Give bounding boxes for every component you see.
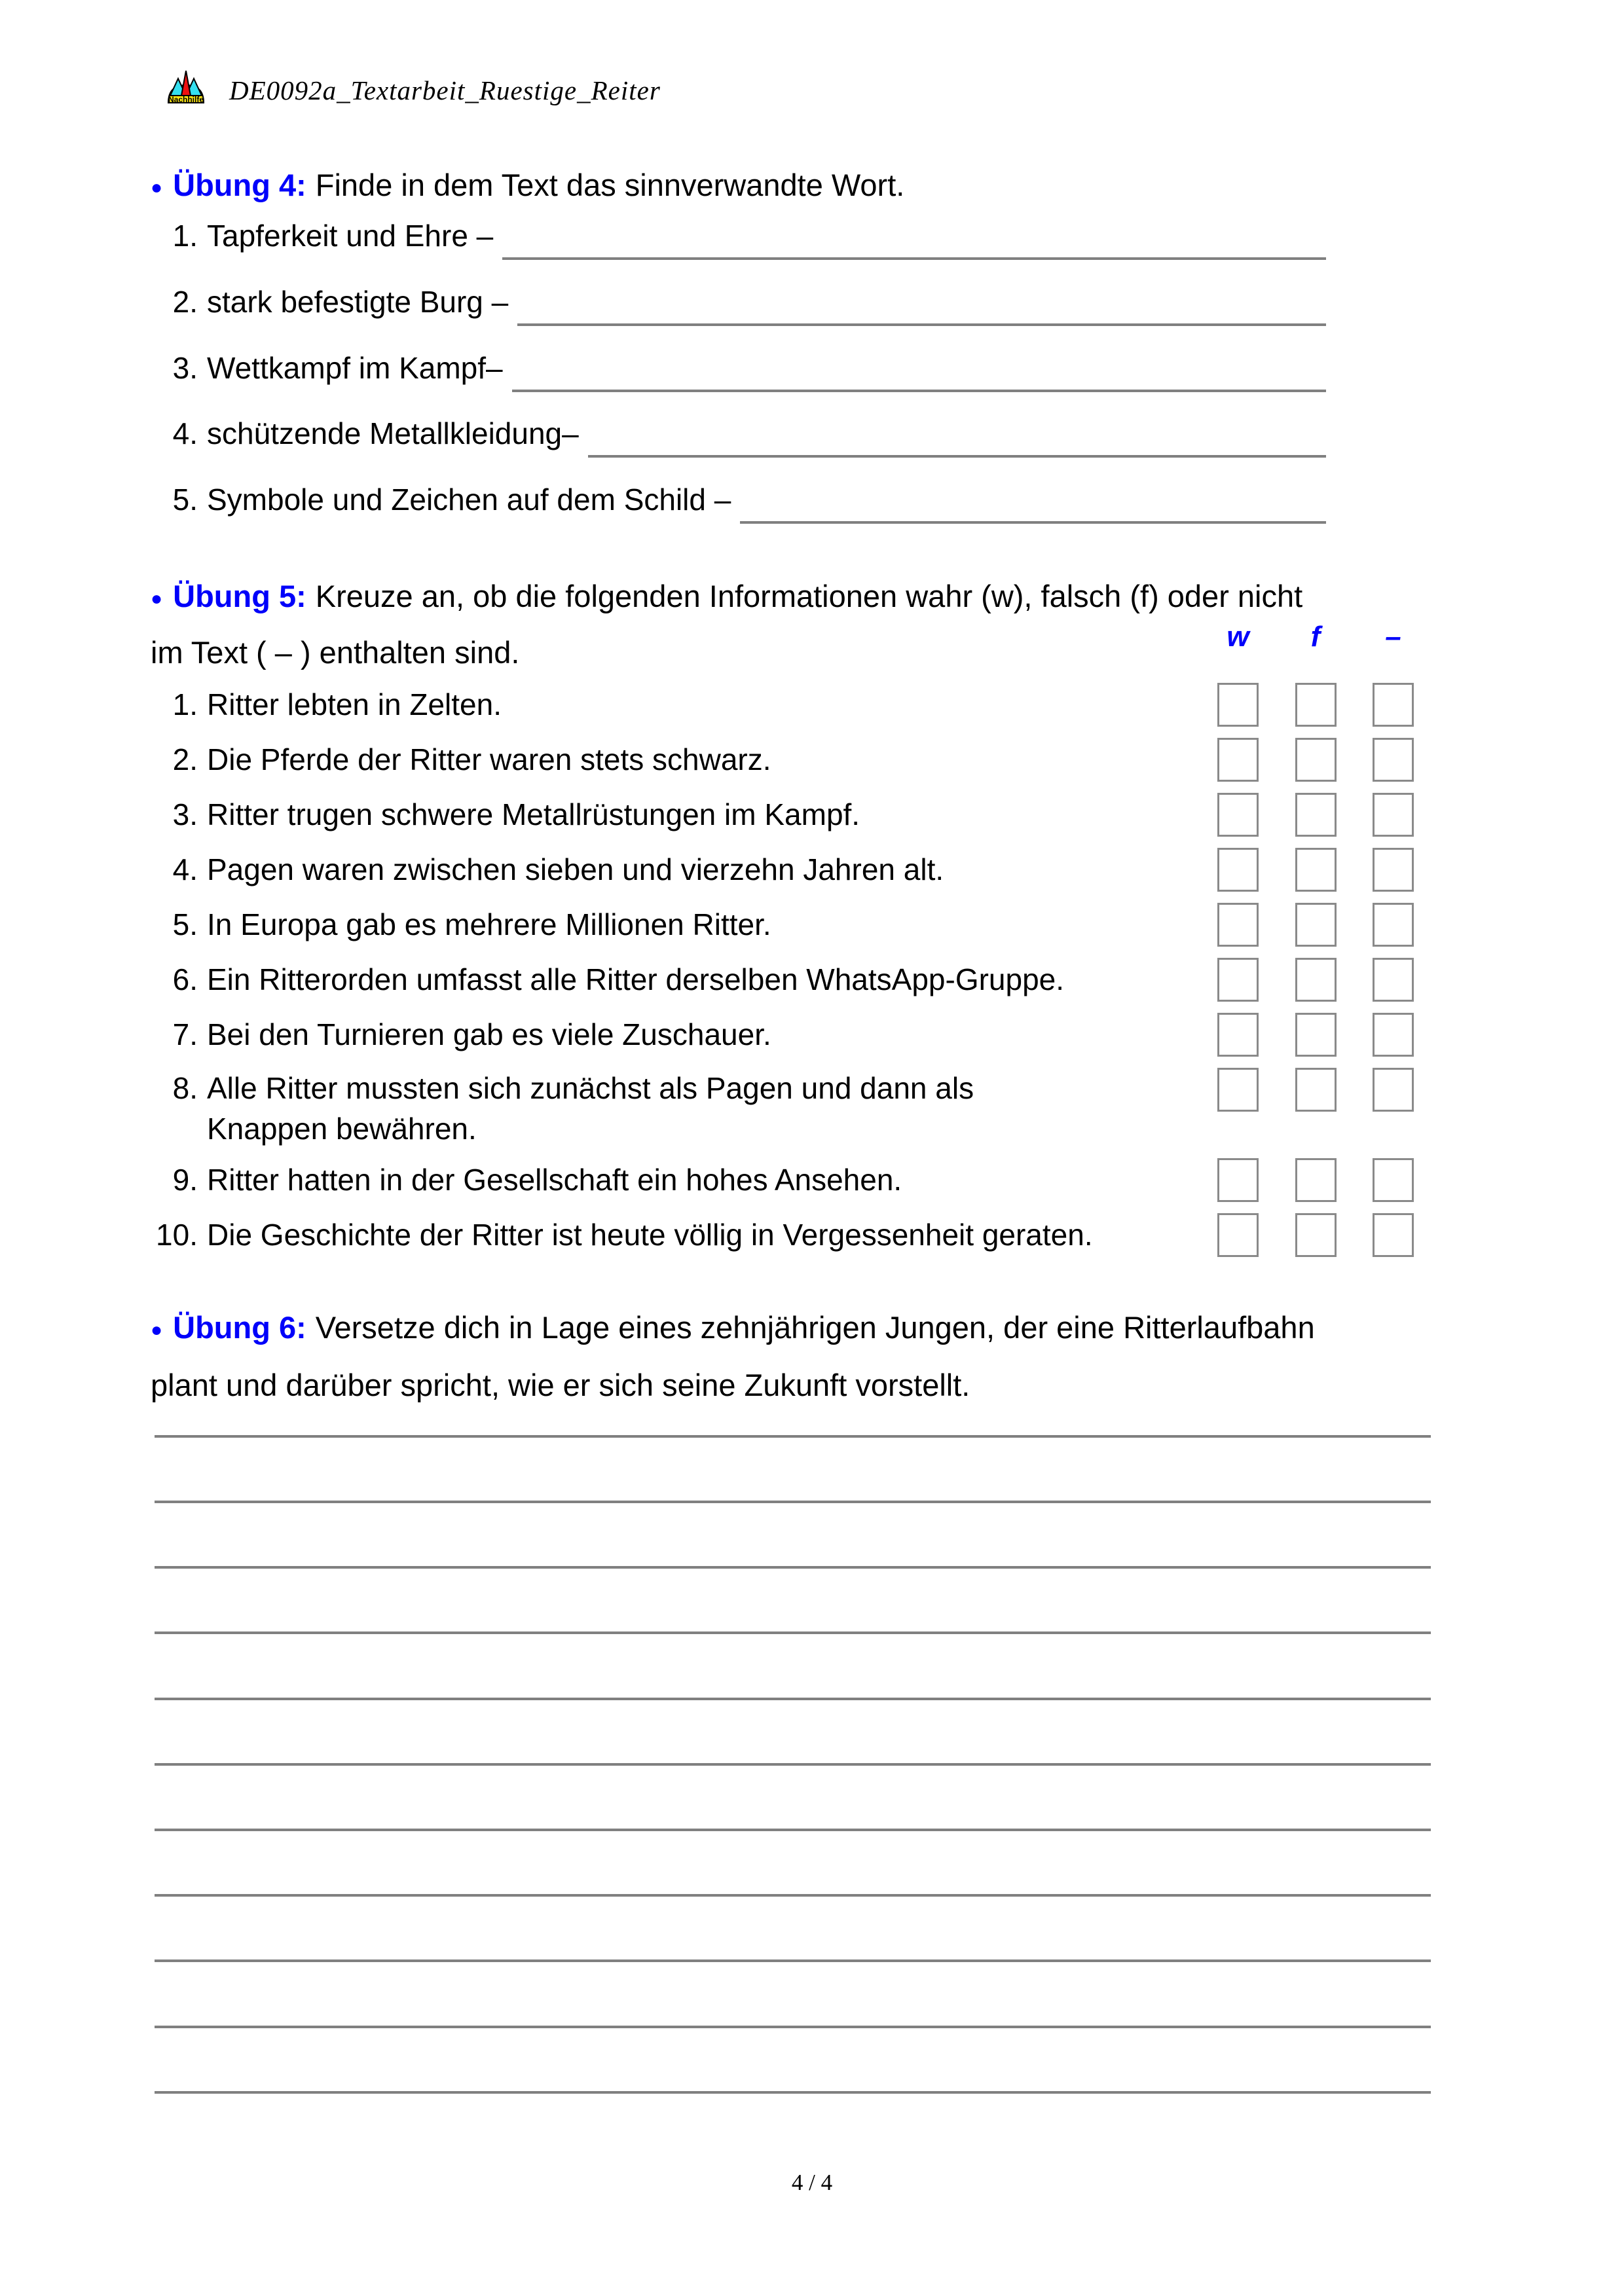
checkbox-row xyxy=(1217,958,1414,1002)
statement-row xyxy=(151,1213,1198,1257)
statement-text: Ein Ritterorden umfasst alle Ritter derselben WhatsApp-Gruppe. xyxy=(207,962,1065,996)
checkbox-dash[interactable] xyxy=(1373,1013,1414,1057)
writing-line[interactable] xyxy=(155,1959,1431,1962)
statement-row xyxy=(151,1158,1198,1202)
checkbox-row xyxy=(1217,683,1414,727)
item-number: 5. xyxy=(172,483,198,517)
writing-line[interactable] xyxy=(155,2091,1431,2094)
checkbox-w[interactable] xyxy=(1217,1013,1259,1057)
statement-number: 3. xyxy=(172,797,198,831)
checkbox-dash[interactable] xyxy=(1373,793,1414,837)
writing-line[interactable] xyxy=(155,1501,1431,1503)
statement-text: Pagen waren zwischen sieben und vierzehn Jahren alt. xyxy=(207,852,944,886)
exercise4-label: Übung 4: xyxy=(173,168,306,202)
exercise5-instruction-line1: Kreuze an, ob die folgenden Informationen wahr (w), falsch (f) oder nicht xyxy=(315,579,1303,613)
writing-line[interactable] xyxy=(155,1763,1431,1766)
statement-row xyxy=(151,738,1198,782)
item-label: Tapferkeit und Ehre – xyxy=(207,219,494,253)
checkbox-dash[interactable] xyxy=(1373,1068,1414,1112)
item-label: schützende Metallkleidung– xyxy=(207,416,579,450)
item-label: stark befestigte Burg – xyxy=(207,285,509,319)
checkbox-w[interactable] xyxy=(1217,1213,1259,1257)
exercise6-heading xyxy=(151,1299,1473,1414)
statement-number: 1. xyxy=(172,687,198,721)
checkbox-w[interactable] xyxy=(1217,683,1259,727)
checkbox-dash[interactable] xyxy=(1373,903,1414,947)
answer-blank[interactable] xyxy=(517,289,1326,326)
checkbox-column-headers xyxy=(1217,621,1414,653)
fill-item-1 xyxy=(151,219,1326,260)
checkbox-w[interactable] xyxy=(1217,1068,1259,1112)
checkbox-row xyxy=(1217,1158,1414,1202)
bullet-icon: ● xyxy=(151,1319,163,1341)
checkbox-f[interactable] xyxy=(1295,958,1337,1002)
statement-text: Ritter hatten in der Gesellschaft ein hohes Ansehen. xyxy=(207,1163,902,1197)
statement-text: Die Geschichte der Ritter ist heute völlig in Vergessenheit geraten. xyxy=(207,1218,1093,1252)
exercise6-instruction-line1: Versetze dich in Lage eines zehnjährigen Jungen, der eine Ritterlaufbahn xyxy=(315,1310,1315,1345)
statement-text: Ritter lebten in Zelten. xyxy=(207,687,502,721)
column-header-w: w xyxy=(1227,621,1249,653)
checkbox-row xyxy=(1217,903,1414,947)
checkbox-dash[interactable] xyxy=(1373,848,1414,892)
checkbox-w[interactable] xyxy=(1217,1158,1259,1202)
fill-item-3 xyxy=(151,351,1326,392)
item-number: 2. xyxy=(172,285,198,319)
page-number: 4 / 4 xyxy=(791,2170,833,2195)
column-header-f: f xyxy=(1310,621,1321,653)
checkbox-row xyxy=(1217,1213,1414,1257)
writing-line[interactable] xyxy=(155,1698,1431,1700)
checkbox-f[interactable] xyxy=(1295,1013,1337,1057)
statement-row xyxy=(151,958,1198,1002)
checkbox-row xyxy=(1217,1068,1414,1112)
checkbox-f[interactable] xyxy=(1295,1068,1337,1112)
checkbox-f[interactable] xyxy=(1295,793,1337,837)
checkbox-w[interactable] xyxy=(1217,958,1259,1002)
checkbox-dash[interactable] xyxy=(1373,738,1414,782)
fill-item-5 xyxy=(151,483,1326,524)
checkbox-f[interactable] xyxy=(1295,683,1337,727)
statement-row xyxy=(151,1013,1198,1057)
fill-item-4 xyxy=(151,416,1326,458)
checkbox-f[interactable] xyxy=(1295,738,1337,782)
checkbox-dash[interactable] xyxy=(1373,683,1414,727)
checkbox-row xyxy=(1217,793,1414,837)
checkbox-dash[interactable] xyxy=(1373,958,1414,1002)
checkbox-w[interactable] xyxy=(1217,903,1259,947)
checkbox-f[interactable] xyxy=(1295,848,1337,892)
exercise6-instruction-line2: plant und darüber spricht, wie er sich seine Zukunft vorstellt. xyxy=(151,1368,970,1402)
exercise4-instruction: Finde in dem Text das sinnverwandte Wort. xyxy=(315,168,905,202)
exercise5-label: Übung 5: xyxy=(173,579,306,613)
statement-number: 4. xyxy=(172,852,198,886)
statement-row xyxy=(151,848,1198,892)
statement-text: Alle Ritter mussten sich zunächst als Pagen und dann als Knappen bewähren. xyxy=(207,1071,974,1146)
fill-item-2 xyxy=(151,285,1326,326)
statement-number: 9. xyxy=(172,1163,198,1197)
logo-text: Nachhilfe xyxy=(168,95,204,104)
nachhilfe-logo-icon xyxy=(166,69,206,107)
statement-number: 8. xyxy=(172,1071,198,1105)
checkbox-row xyxy=(1217,1013,1414,1057)
statement-text: In Europa gab es mehrere Millionen Ritter. xyxy=(207,907,771,941)
exercise4-heading xyxy=(151,157,1473,213)
statement-row xyxy=(151,683,1198,727)
checkbox-w[interactable] xyxy=(1217,793,1259,837)
statement-row xyxy=(151,1068,1198,1149)
statement-text: Bei den Turnieren gab es viele Zuschauer. xyxy=(207,1017,771,1051)
statement-text: Ritter trugen schwere Metallrüstungen im Kampf. xyxy=(207,797,860,831)
writing-line[interactable] xyxy=(155,1435,1431,1438)
writing-line[interactable] xyxy=(155,1829,1431,1831)
checkbox-f[interactable] xyxy=(1295,1158,1337,1202)
checkbox-dash[interactable] xyxy=(1373,1213,1414,1257)
item-label: Symbole und Zeichen auf dem Schild – xyxy=(207,483,731,517)
checkbox-f[interactable] xyxy=(1295,1213,1337,1257)
statement-text: Die Pferde der Ritter waren stets schwarz. xyxy=(207,742,771,776)
statement-row xyxy=(151,903,1198,947)
checkbox-w[interactable] xyxy=(1217,848,1259,892)
checkbox-w[interactable] xyxy=(1217,738,1259,782)
document-title: DE0092a_Textarbeit_Ruestige_Reiter xyxy=(229,75,661,105)
writing-line[interactable] xyxy=(155,1566,1431,1569)
statement-number: 10. xyxy=(156,1218,198,1252)
checkbox-row xyxy=(1217,738,1414,782)
writing-line[interactable] xyxy=(155,1631,1431,1634)
item-number: 3. xyxy=(172,351,198,385)
statement-number: 2. xyxy=(172,742,198,776)
statement-number: 6. xyxy=(172,962,198,996)
item-label: Wettkampf im Kampf– xyxy=(207,351,503,385)
writing-line[interactable] xyxy=(155,1894,1431,1897)
checkbox-f[interactable] xyxy=(1295,903,1337,947)
item-number: 4. xyxy=(172,416,198,450)
statement-number: 7. xyxy=(172,1017,198,1051)
answer-blank[interactable] xyxy=(502,223,1326,260)
exercise5-instruction-line2: im Text ( – ) enthalten sind. xyxy=(151,635,520,670)
item-number: 1. xyxy=(172,219,198,253)
checkbox-dash[interactable] xyxy=(1373,1158,1414,1202)
bullet-icon: ● xyxy=(151,587,163,610)
statement-row xyxy=(151,793,1198,837)
answer-blank[interactable] xyxy=(740,487,1326,524)
bullet-icon: ● xyxy=(151,176,163,198)
exercise6-label: Übung 6: xyxy=(173,1310,306,1345)
column-header-dash: – xyxy=(1385,621,1401,653)
statement-number: 5. xyxy=(172,907,198,941)
writing-line[interactable] xyxy=(155,2026,1431,2028)
checkbox-row xyxy=(1217,848,1414,892)
answer-blank[interactable] xyxy=(512,355,1326,392)
answer-blank[interactable] xyxy=(588,421,1326,458)
